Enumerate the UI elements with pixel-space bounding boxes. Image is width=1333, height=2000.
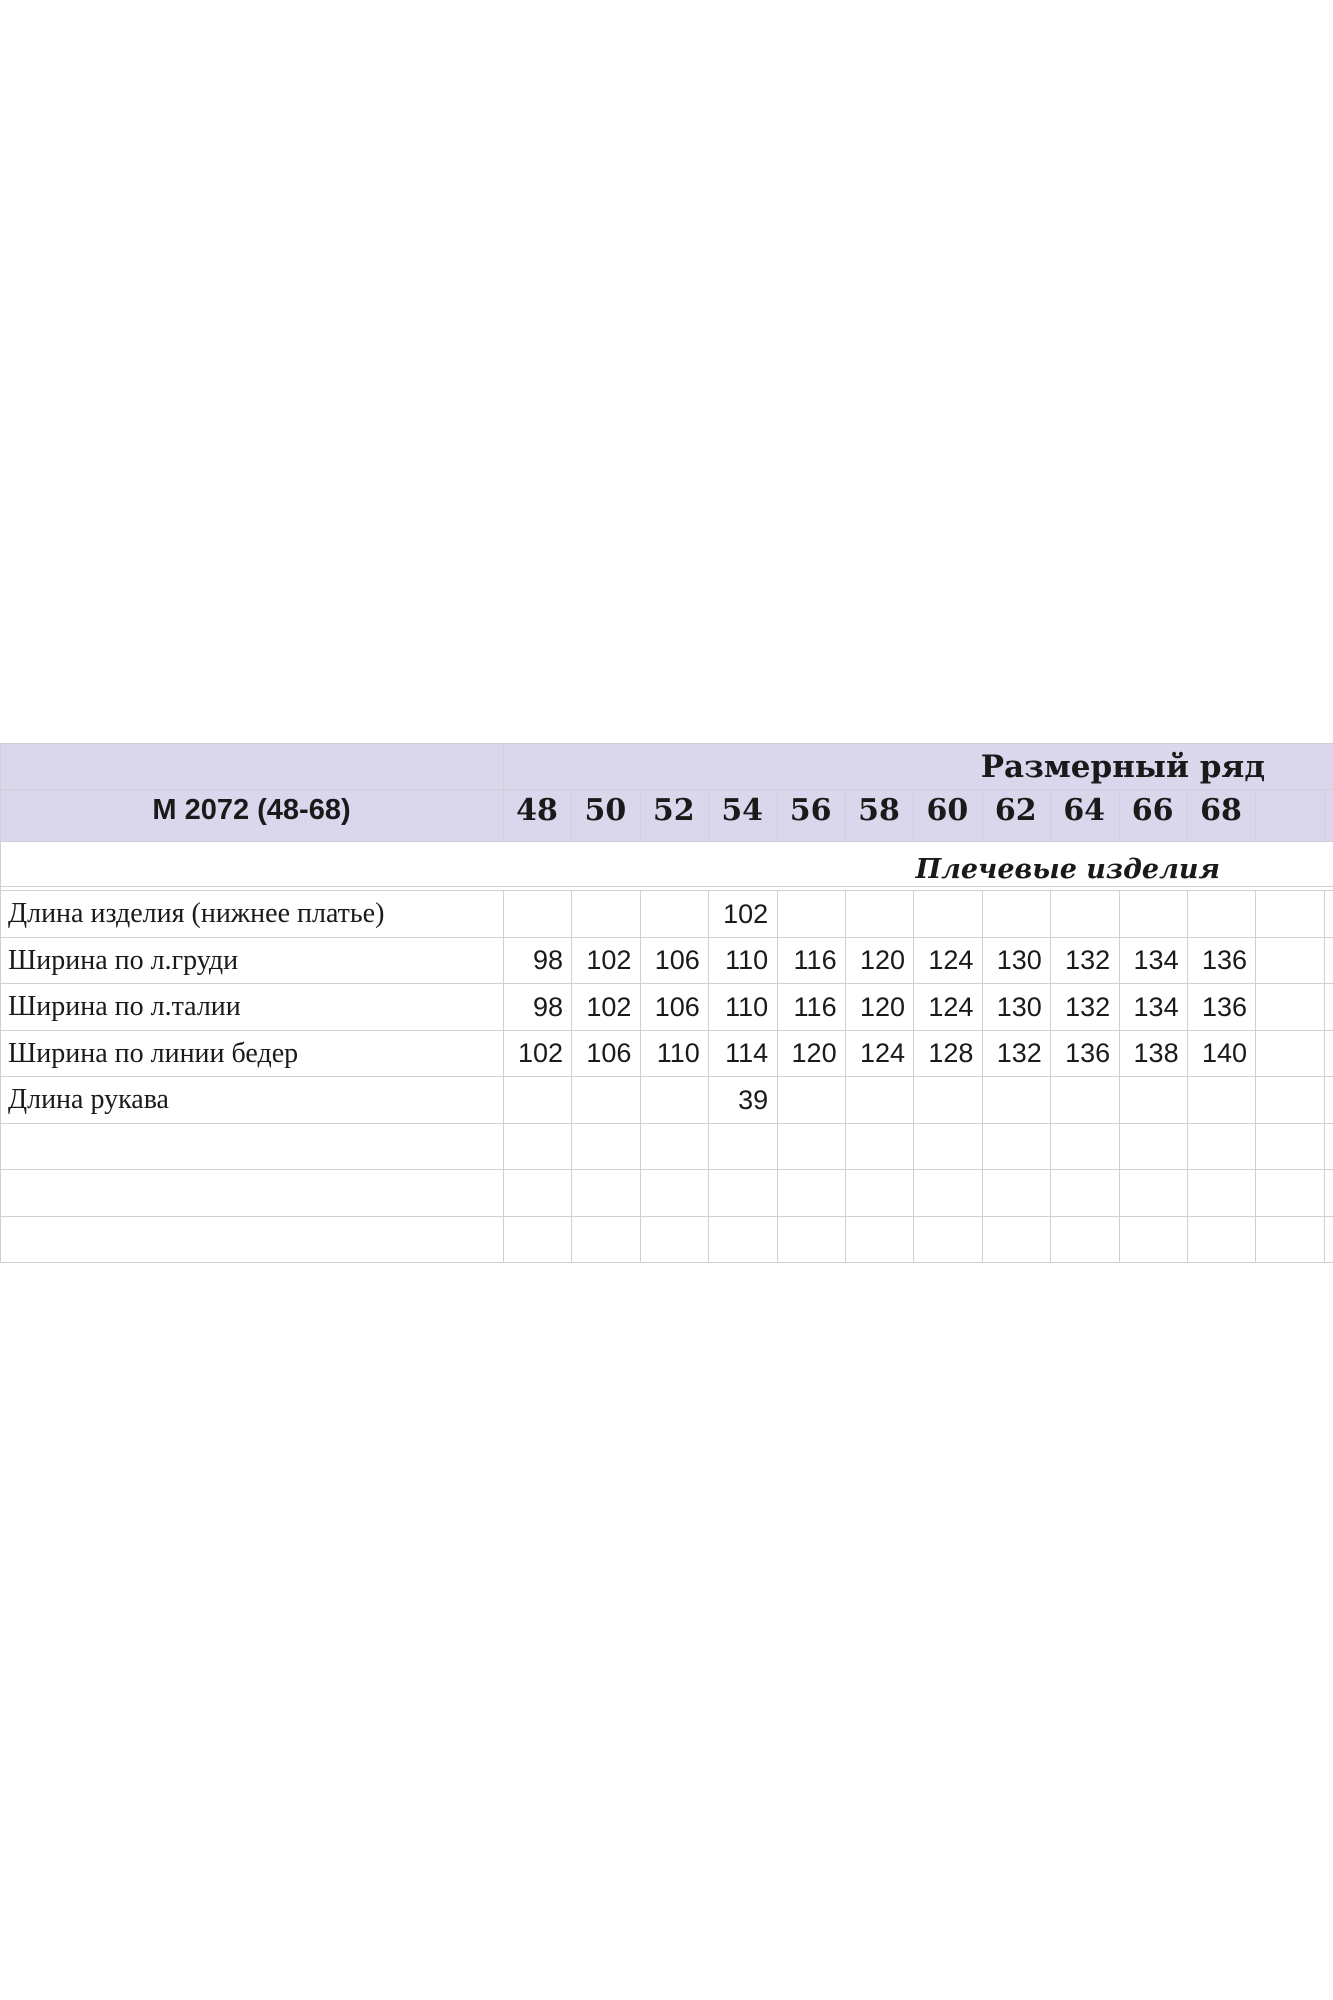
row-value-cell xyxy=(982,1077,1050,1123)
row-value-cell: 140 xyxy=(1201,1038,1247,1068)
model-title: М 2072 (48-68) xyxy=(152,794,351,826)
row-value-cell xyxy=(913,1077,981,1123)
row-value-cell: 124 xyxy=(928,945,974,975)
row-value-cell xyxy=(1050,891,1118,937)
row-value-cell xyxy=(845,1077,913,1123)
grid-line-size-col xyxy=(1255,890,1256,1263)
row-value-cell: 120 xyxy=(791,1038,837,1068)
grid-line-row xyxy=(0,1216,1333,1217)
size-header-7: 62 xyxy=(994,793,1037,828)
row-value-cell xyxy=(1050,1077,1118,1123)
row-value-cell xyxy=(1187,1077,1255,1123)
row-value-cell: 124 xyxy=(859,1038,905,1068)
grid-line-size-col-header xyxy=(1324,789,1325,841)
row-value-cell xyxy=(1187,891,1255,937)
row-value-cell: 110 xyxy=(725,991,769,1022)
row-value-cell xyxy=(777,1077,845,1123)
size-chart-table xyxy=(0,743,1333,1258)
row-value-cell: 114 xyxy=(725,1038,769,1068)
row-value-cell: 134 xyxy=(1133,991,1179,1022)
row-label: Ширина по л.груди xyxy=(8,944,239,976)
row-value-cell: 98 xyxy=(532,945,563,975)
row-label: Ширина по линии бедер xyxy=(8,1037,299,1069)
row-value-cell: 106 xyxy=(654,945,700,975)
row-value-cell: 132 xyxy=(1065,991,1111,1022)
grid-line-size-col-header xyxy=(1255,789,1256,841)
row-value-cell: 134 xyxy=(1133,945,1179,975)
row-value-cell: 132 xyxy=(1065,945,1111,975)
row-value-cell: 130 xyxy=(996,945,1042,975)
grid-line-row xyxy=(0,1169,1333,1170)
row-value-cell: 110 xyxy=(656,1038,700,1068)
row-value-cell: 102 xyxy=(586,991,632,1022)
size-header-3: 54 xyxy=(721,793,764,828)
row-value-cell: 130 xyxy=(996,991,1042,1022)
row-value-cell: 136 xyxy=(1201,945,1247,975)
row-value-cell: 136 xyxy=(1201,991,1247,1022)
row-value-cell xyxy=(1119,891,1187,937)
row-value-cell: 116 xyxy=(793,991,837,1022)
row-value-cell xyxy=(640,1077,708,1123)
row-value-cell xyxy=(845,891,913,937)
size-header-5: 58 xyxy=(858,793,900,828)
size-header-9: 66 xyxy=(1131,793,1174,828)
row-value-cell: 128 xyxy=(928,1038,974,1068)
row-value-cell: 116 xyxy=(793,945,837,975)
row-value-cell: 102 xyxy=(517,1038,563,1068)
row-value-cell: 102 xyxy=(586,945,632,975)
grid-line-size-col xyxy=(1324,890,1325,1263)
size-range-title: Размерный ряд xyxy=(980,749,1265,785)
row-value-cell: 98 xyxy=(532,991,563,1022)
row-label: Длина рукава xyxy=(8,1084,169,1115)
row-value-cell: 106 xyxy=(586,1038,632,1068)
row-value-cell: 132 xyxy=(996,1038,1042,1068)
section-title: Плечевые изделия xyxy=(915,853,1220,885)
row-value-cell: 110 xyxy=(725,945,769,975)
row-label: Ширина по л.талии xyxy=(8,991,241,1022)
size-header-1: 50 xyxy=(584,793,627,828)
row-value-cell xyxy=(503,891,571,937)
row-value-cell xyxy=(640,891,708,937)
row-label: Длина изделия (нижнее платье) xyxy=(8,898,385,929)
size-header-0: 48 xyxy=(516,793,558,828)
row-value-cell xyxy=(1119,1077,1187,1123)
row-value-cell: 120 xyxy=(859,991,905,1022)
row-value-cell: 138 xyxy=(1133,1038,1179,1068)
row-value-cell xyxy=(913,891,981,937)
grid-line-row xyxy=(0,1262,1333,1263)
size-header-10: 68 xyxy=(1200,793,1242,828)
grid-line-header-bottom xyxy=(0,841,1333,842)
row-value-cell: 136 xyxy=(1065,1038,1111,1068)
row-value-cell: 39 xyxy=(738,1084,769,1115)
row-value-cell xyxy=(503,1077,571,1123)
size-header-2: 52 xyxy=(652,793,695,828)
size-header-8: 64 xyxy=(1063,793,1106,828)
row-value-cell: 120 xyxy=(859,945,905,975)
row-value-cell xyxy=(571,1077,639,1123)
size-header-6: 60 xyxy=(926,793,969,828)
row-value-cell xyxy=(777,891,845,937)
row-value-cell: 124 xyxy=(928,991,974,1022)
size-header-4: 56 xyxy=(789,793,832,828)
row-value-cell xyxy=(982,891,1050,937)
row-value-cell: 106 xyxy=(654,991,700,1022)
row-value-cell: 102 xyxy=(723,898,769,929)
row-value-cell xyxy=(571,891,639,937)
